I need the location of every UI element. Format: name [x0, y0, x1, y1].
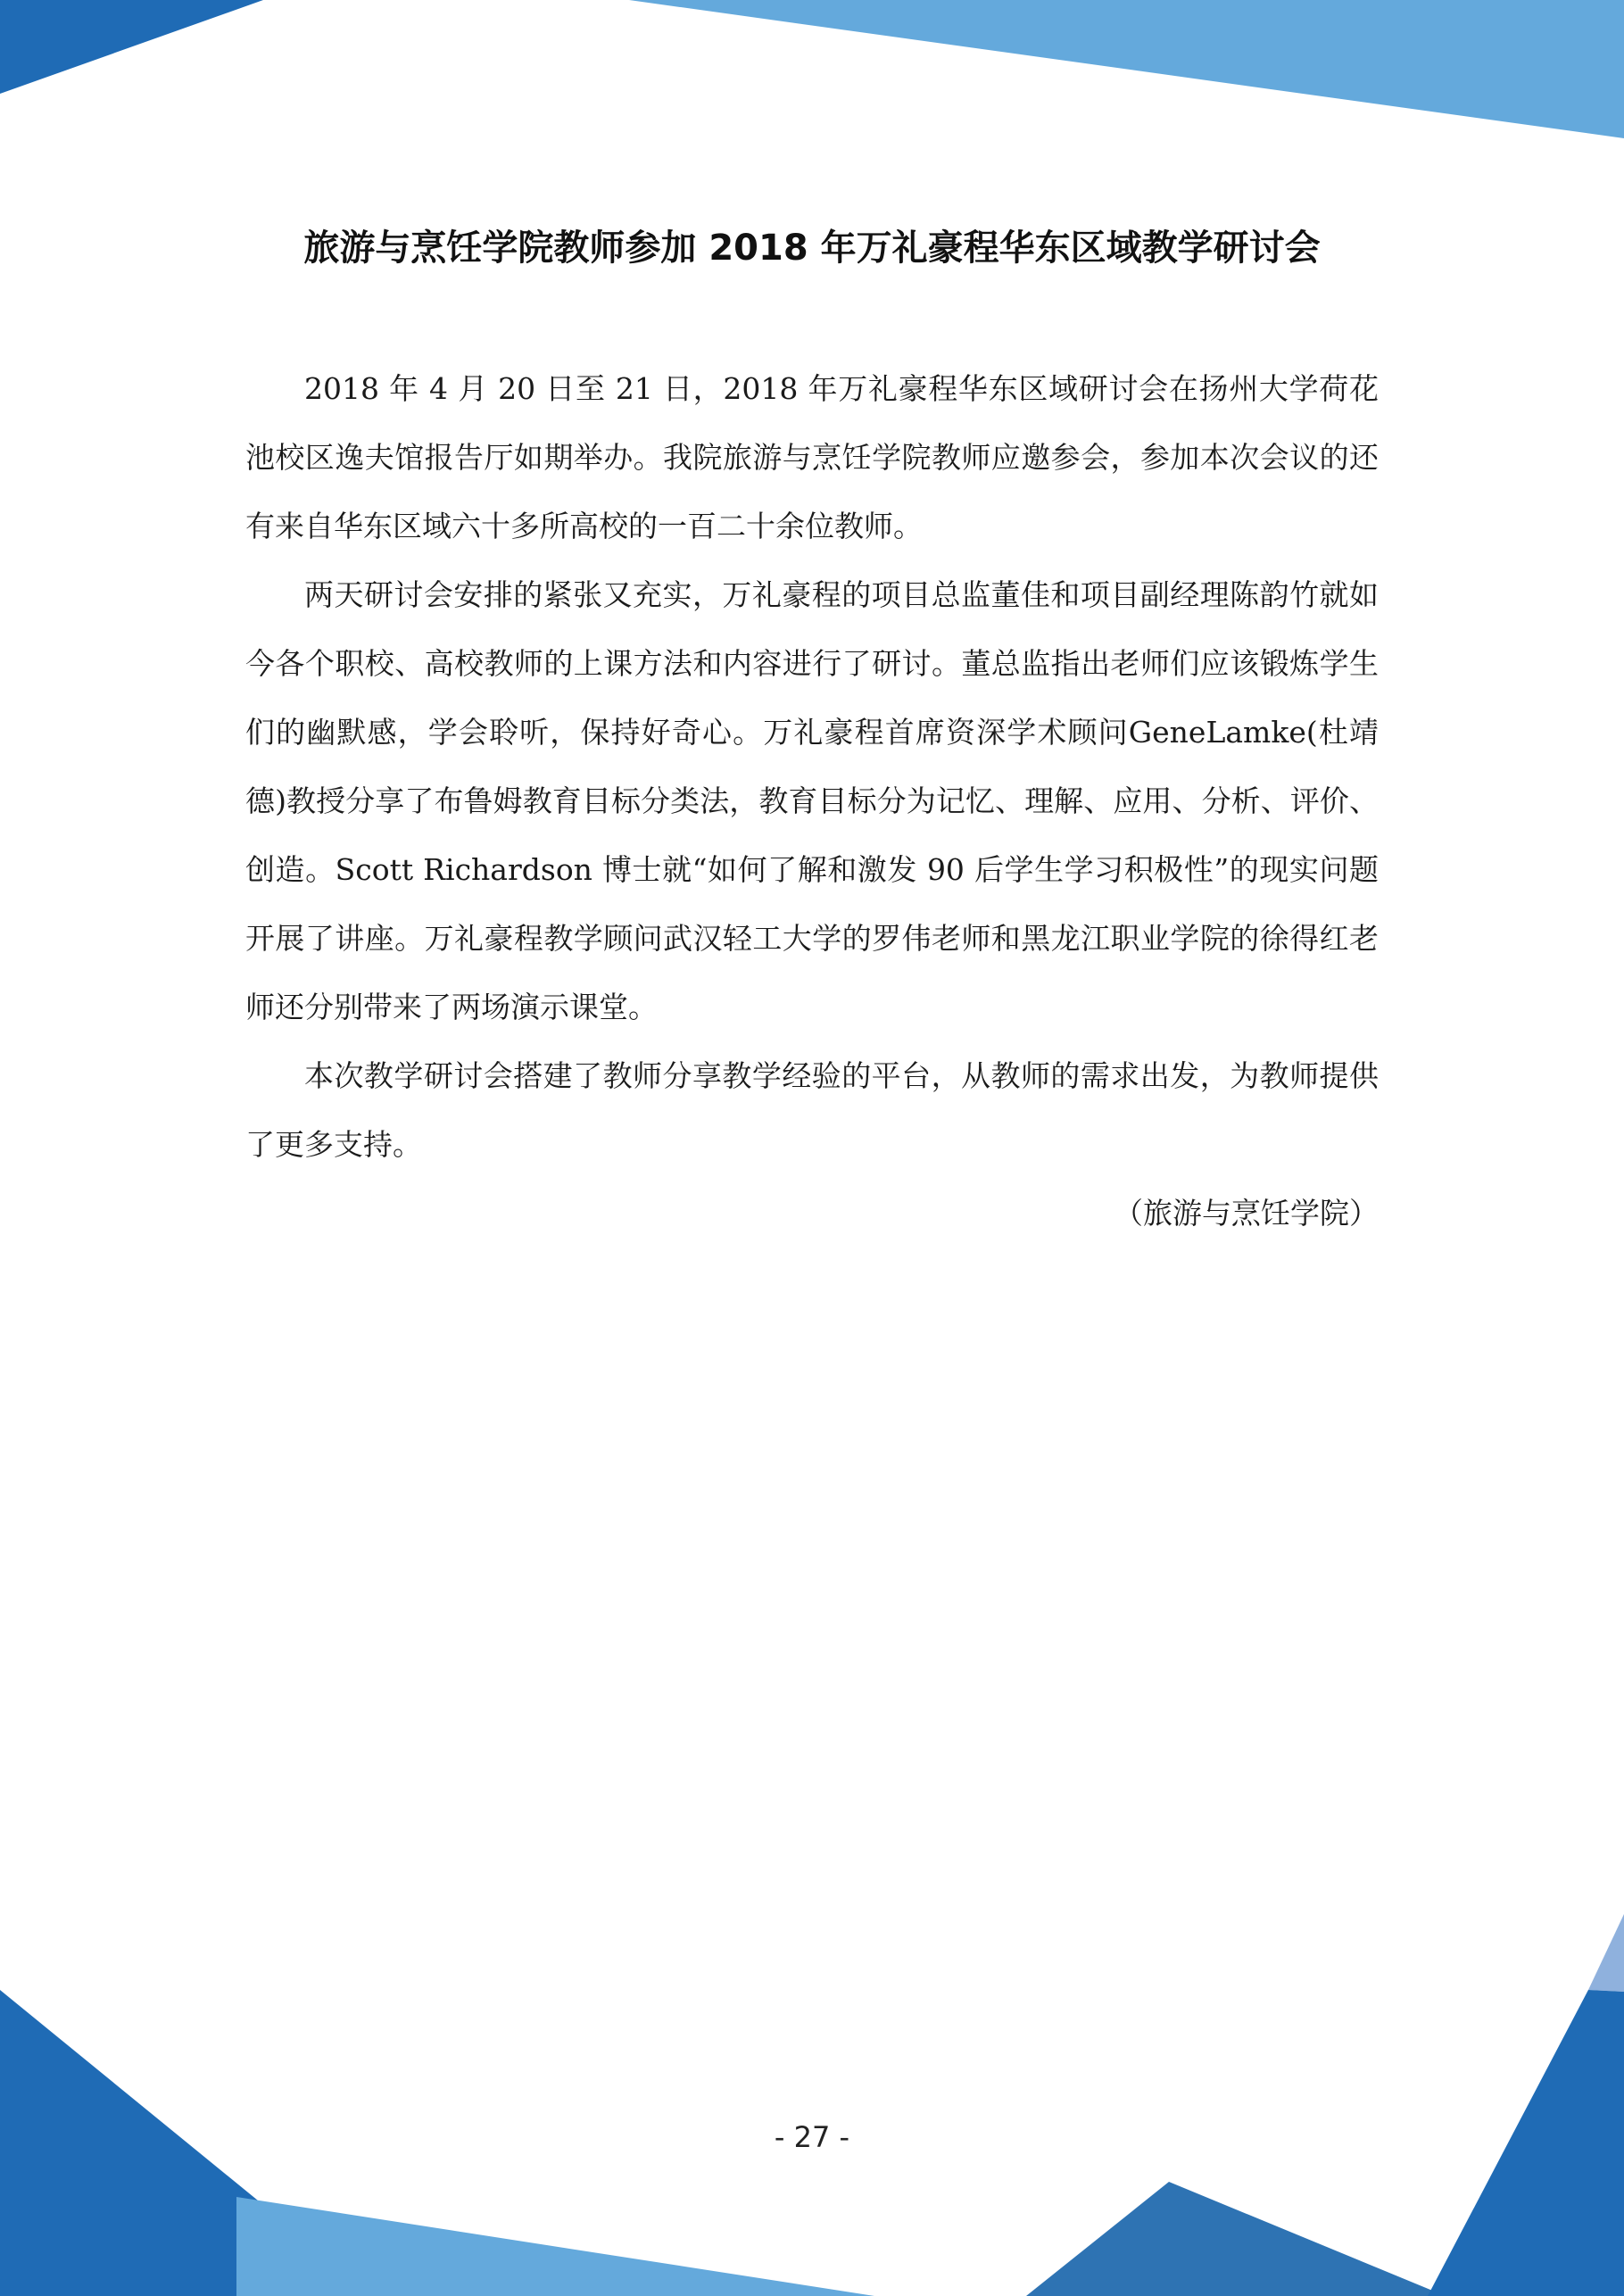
paragraph: 2018 年 4 月 20 日至 21 日，2018 年万礼豪程华东区域研讨会在扬州大学荷花池校区逸夫馆报告厅如期举办。我院旅游与烹饪学院教师应邀参会，参加本次会议的还有来自华东区域六十多所高校的一百二十余位教师。 — [245, 371, 1379, 543]
top-light-band — [629, 0, 1624, 138]
paragraph: 两天研讨会安排的紧张又充实，万礼豪程的项目总监董佳和项目副经理陈韵竹就如今各个职校、高校教师的上课方法和内容进行了研讨。董总监指出老师们应该锻炼学生们的幽默感，学会聆听，保持好奇心。万礼豪程首席资深学术顾问GeneLamke(杜靖德)教授分享了布鲁姆教育目标分类法，教育目标分为记忆、理解、应用、分析、评价、创造。Scott Richardson 博士就“如何了解和激发 90 后学生学习积极性”的现实问题开展了讲座。万礼豪程教学顾问武汉轻工大学的罗伟老师和黑龙江职业学院的徐得红老师还分别带来了两场演示课堂。 — [245, 577, 1379, 1024]
document-body — [245, 354, 1379, 1247]
bottom-light-band — [236, 2197, 874, 2296]
document-title: 旅游与烹饪学院教师参加 2018 年万礼豪程华东区域教学研讨会 — [303, 228, 1321, 269]
page-number: - 27 - — [774, 2120, 850, 2154]
bottom-center-dark-triangle — [1026, 2182, 1446, 2296]
bottom-right-pale-triangle — [1588, 1914, 1624, 1992]
top-left-dark-triangle — [0, 0, 263, 94]
author-attribution: （旅游与烹饪学院） — [1114, 1196, 1379, 1231]
paragraph: 本次教学研讨会搭建了教师分享教学经验的平台，从教师的需求出发，为教师提供了更多支持。 — [245, 1058, 1379, 1162]
